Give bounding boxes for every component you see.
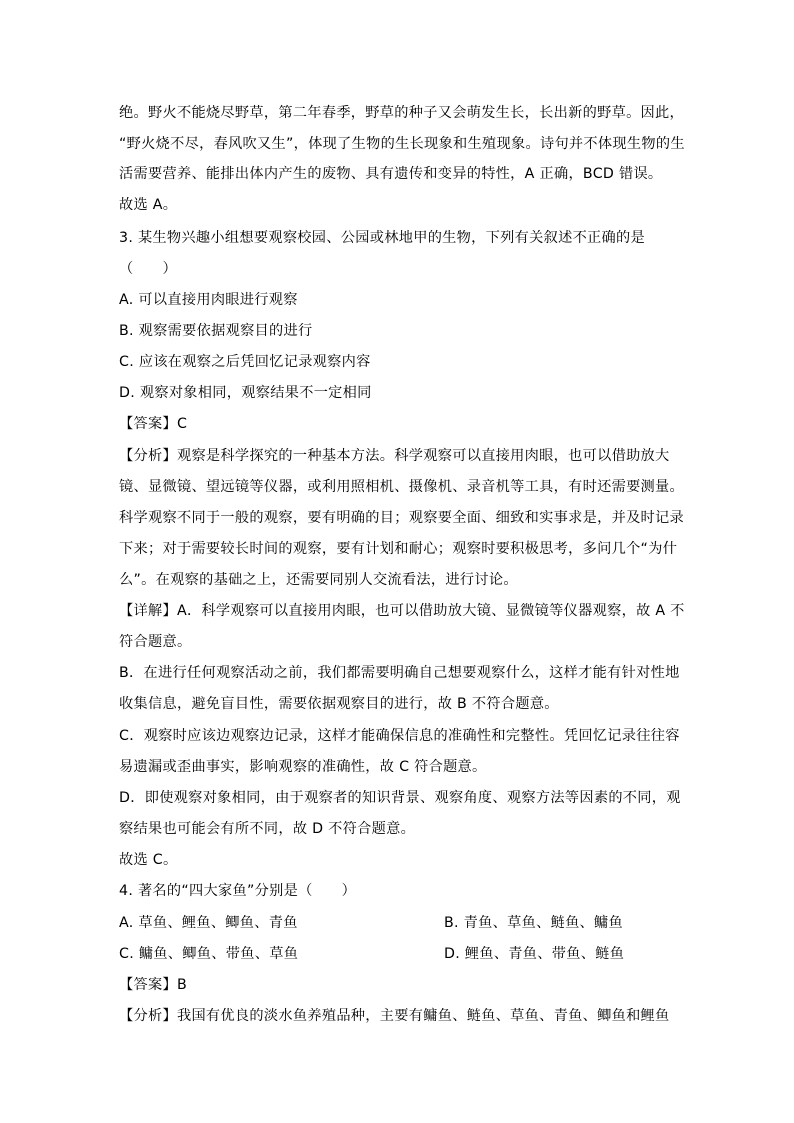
- question-4-answer: 【答案】B: [119, 977, 187, 993]
- analysis-line-3: 活需要营养、能排出体内产生的废物、具有遗传和变异的特性，A 正确，BCD 错误。: [119, 166, 663, 182]
- question-4-stem: 4. 著名的“四大家鱼”分别是（ ）: [119, 883, 357, 899]
- question-3-option-a: A. 可以直接用肉眼进行观察: [119, 292, 298, 308]
- question-3-detail-line: D．即使观察对象相同，由于观察者的知识背景、观察角度、观察方法等因素的不同，观: [119, 790, 681, 806]
- question-3-answer: 【答案】C: [119, 416, 188, 432]
- question-3-detail-line: C．观察时应该边观察边记录，这样才能确保信息的准确性和完整性。凭回忆记录往往容: [119, 728, 680, 744]
- question-4-analysis-line: 【分析】我国有优良的淡水鱼养殖品种，主要有鳙鱼、鲢鱼、草鱼、青鱼、鲫鱼和鲤鱼: [119, 1008, 670, 1024]
- question-3-analysis-line: 么”。在观察的基础之上，还需要同别人交流看法，进行讨论。: [119, 572, 518, 588]
- question-4-option-d: D. 鲤鱼、青鱼、带鱼、鲢鱼: [444, 946, 625, 962]
- conclusion-q3: 故选 C。: [119, 852, 178, 868]
- question-3-detail-line: B．在进行任何观察活动之前，我们都需要明确自己想要观察什么，这样才能有针对性地: [119, 665, 680, 681]
- question-3-detail-line: 易遗漏或歪曲事实，影响观察的准确性，故 C 符合题意。: [119, 759, 487, 775]
- conclusion-q2: 故选 A。: [119, 197, 178, 213]
- question-3-detail-line: 察结果也可能会有所不同，故 D 不符合题意。: [119, 821, 416, 837]
- question-3-option-b: B. 观察需要依据观察目的进行: [119, 323, 313, 339]
- question-4-option-a: A. 草鱼、鲤鱼、鲫鱼、青鱼: [119, 915, 298, 931]
- question-3-analysis-line: 下来；对于需要较长时间的观察，要有计划和耐心；观察时要积极思考，多问几个“为什: [119, 541, 678, 557]
- question-3-analysis-line: 【分析】观察是科学探究的一种基本方法。科学观察可以直接用肉眼，也可以借助放大: [119, 448, 670, 464]
- analysis-line-2: “野火烧不尽，春风吹又生”，体现了生物的生长现象和生殖现象。诗句并不体现生物的生: [119, 136, 685, 152]
- question-3-option-d: D. 观察对象相同，观察结果不一定相同: [119, 385, 372, 401]
- question-3-blank: （ ）: [119, 261, 177, 277]
- question-3-stem: 3. 某生物兴趣小组想要观察校园、公园或林地甲的生物，下列有关叙述不正确的是: [119, 230, 646, 246]
- question-3-option-c: C. 应该在观察之后凭回忆记录观察内容: [119, 354, 371, 370]
- question-3-detail-line: 【详解】A．科学观察可以直接用肉眼，也可以借助放大镜、显微镜等仪器观察，故 A 不: [119, 603, 685, 619]
- question-3-analysis-line: 镜、显微镜、望远镜等仪器，或利用照相机、摄像机、录音机等工具，有时还需要测量。: [119, 479, 685, 495]
- question-3-analysis-line: 科学观察不同于一般的观察，要有明确的目；观察要全面、细致和实事求是，并及时记录: [119, 510, 685, 526]
- analysis-line-1: 绝。野火不能烧尽野草，第二年春季，野草的种子又会萌发生长，长出新的野草。因此，: [119, 105, 685, 121]
- question-4-option-b: B. 青鱼、草鱼、鲢鱼、鳙鱼: [444, 915, 624, 931]
- question-3-detail-line: 收集信息，避免盲目性，需要依据观察目的进行，故 B 不符合题意。: [119, 696, 559, 712]
- question-4-option-c: C. 鳙鱼、鲫鱼、带鱼、草鱼: [119, 946, 299, 962]
- question-3-detail-line: 符合题意。: [119, 634, 192, 650]
